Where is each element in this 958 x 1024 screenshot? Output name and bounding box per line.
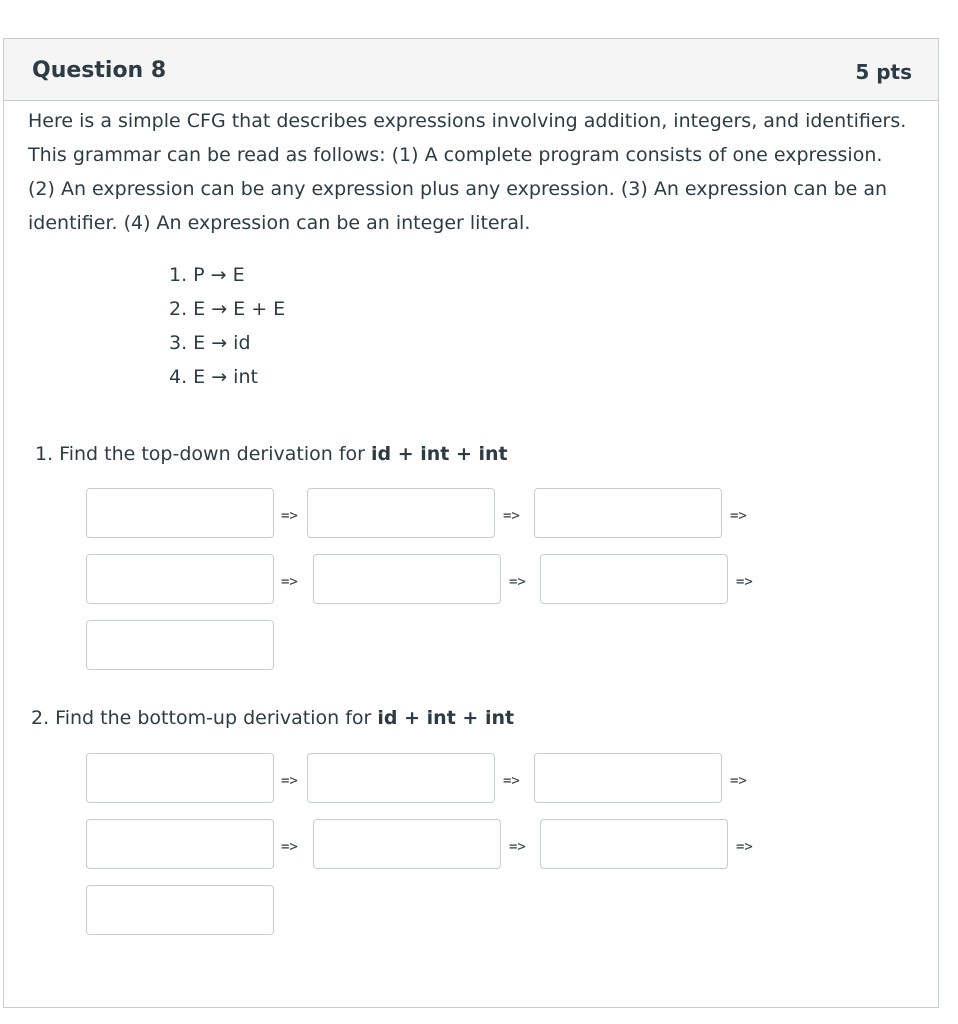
- question-title: Question 8: [32, 58, 167, 83]
- td-answer-3[interactable]: [534, 488, 722, 538]
- grammar-rule-1: 1. P → E: [169, 264, 245, 286]
- bu-answer-1[interactable]: [86, 753, 274, 803]
- bu-answer-3[interactable]: [534, 753, 722, 803]
- task-top-down-expr: id + int + int: [370, 443, 508, 465]
- td-arrow-4: =>: [281, 574, 298, 590]
- task-bottom-up-expr: id + int + int: [377, 707, 515, 729]
- td-answer-7[interactable]: [86, 620, 274, 670]
- td-arrow-6: =>: [736, 574, 753, 590]
- bu-arrow-6: =>: [736, 839, 753, 855]
- td-answer-5[interactable]: [313, 554, 501, 604]
- task-top-down: [35, 443, 508, 465]
- td-answer-6[interactable]: [540, 554, 728, 604]
- td-answer-1[interactable]: [86, 488, 274, 538]
- td-arrow-2: =>: [503, 508, 520, 524]
- td-arrow-5: =>: [509, 574, 526, 590]
- question-points: 5 pts: [855, 60, 912, 84]
- bu-arrow-1: =>: [281, 773, 298, 789]
- question-intro: Here is a simple CFG that describes expressions involving addition, integers, and identifiers. This grammar can be read as follows: (1) A complete program consists of one expression. (2) An expression can be any expression plus any expression. (3) An expression can be an identifier. (4) An expression can be an integer literal.: [28, 110, 907, 234]
- bu-arrow-3: =>: [730, 773, 747, 789]
- bu-arrow-2: =>: [503, 773, 520, 789]
- grammar-rules: [169, 258, 285, 394]
- td-answer-2[interactable]: [307, 488, 495, 538]
- bu-answer-2[interactable]: [307, 753, 495, 803]
- td-arrow-1: =>: [281, 508, 298, 524]
- bu-answer-5[interactable]: [313, 819, 501, 869]
- grammar-rule-4: 4. E → int: [169, 366, 258, 388]
- bu-answer-4[interactable]: [86, 819, 274, 869]
- bu-arrow-5: =>: [509, 839, 526, 855]
- task-bottom-up: [31, 707, 514, 729]
- bu-arrow-4: =>: [281, 839, 298, 855]
- grammar-rule-2: 2. E → E + E: [169, 298, 286, 320]
- td-arrow-3: =>: [730, 508, 747, 524]
- question-header: [4, 39, 938, 101]
- grammar-rule-3: 3. E → id: [169, 332, 251, 354]
- bu-answer-7[interactable]: [86, 885, 274, 935]
- task-bottom-up-prefix: 2. Find the bottom-up derivation for: [31, 707, 378, 729]
- bu-answer-6[interactable]: [540, 819, 728, 869]
- task-top-down-prefix: 1. Find the top-down derivation for: [35, 443, 371, 465]
- td-answer-4[interactable]: [86, 554, 274, 604]
